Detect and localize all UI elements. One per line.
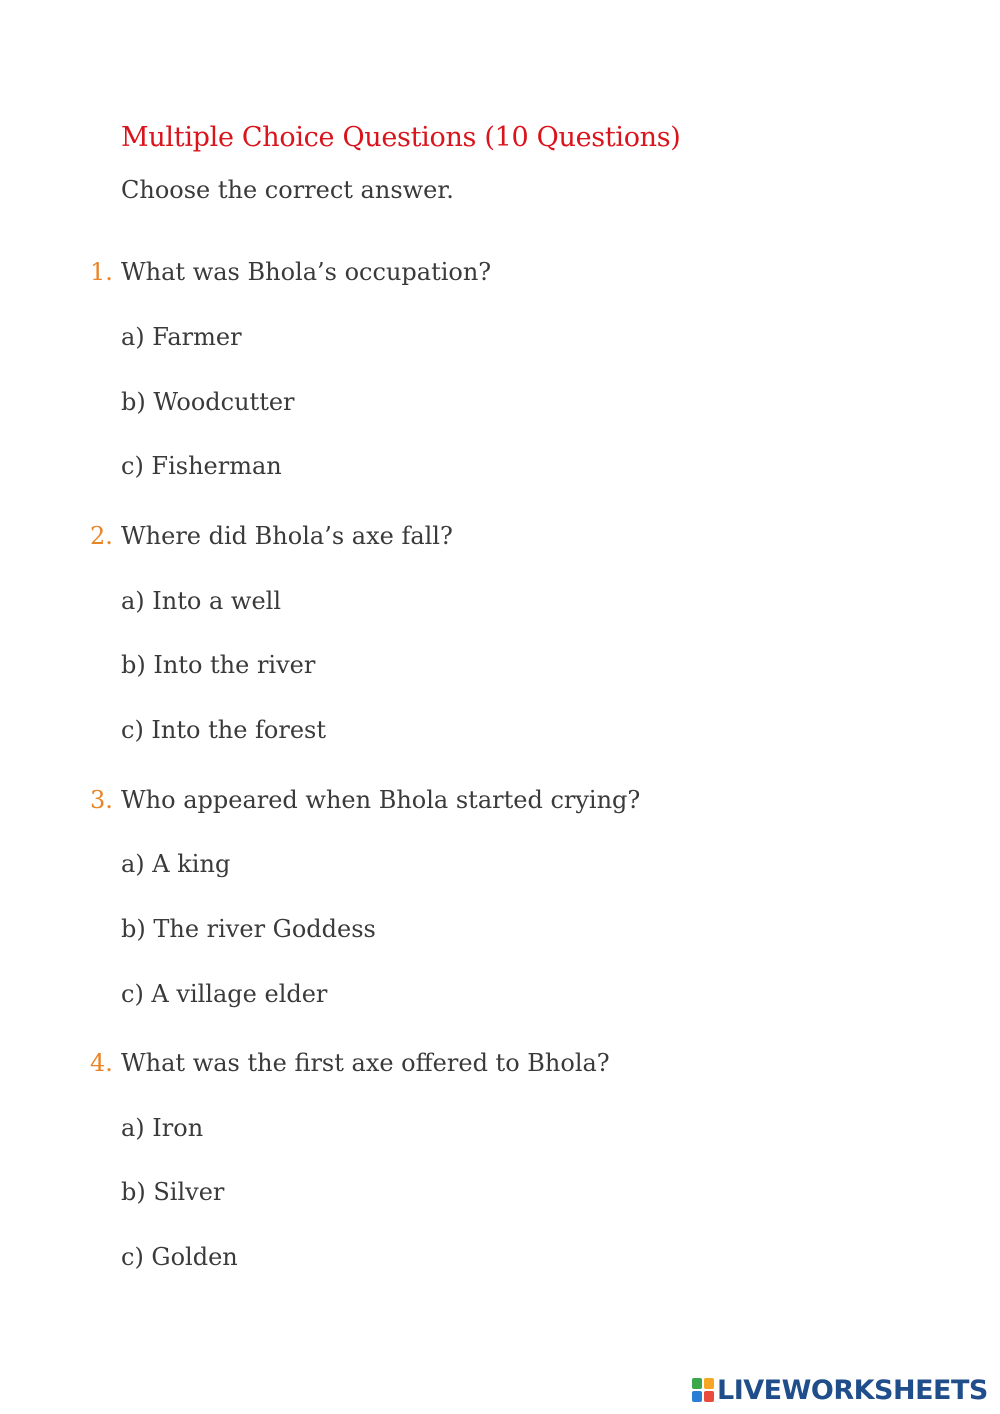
option-4c[interactable]: c) Golden [121,1243,238,1271]
question-3 [90,786,640,814]
question-4 [90,1049,610,1077]
option-2b[interactable]: b) Into the river [121,651,316,679]
option-2a[interactable]: a) Into a well [121,587,281,615]
question-text: Who appeared when Bhola started crying? [121,786,641,814]
question-2 [90,522,453,550]
question-text: Where did Bhola’s axe fall? [121,522,453,550]
option-1b[interactable]: b) Woodcutter [121,388,295,416]
option-1c[interactable]: c) Fisherman [121,452,282,480]
question-number: 3. [90,786,113,814]
option-3a[interactable]: a) A king [121,850,231,878]
option-1a[interactable]: a) Farmer [121,323,242,351]
question-text: What was Bhola’s occupation? [121,258,492,286]
liveworksheets-logo[interactable] [692,1373,988,1407]
liveworksheets-logo-icon [692,1378,714,1402]
option-2c[interactable]: c) Into the forest [121,716,326,744]
question-1 [90,258,491,286]
option-4b[interactable]: b) Silver [121,1178,225,1206]
worksheet-instruction: Choose the correct answer. [121,176,454,204]
question-text: What was the first axe offered to Bhola? [121,1049,610,1077]
worksheet-title: Multiple Choice Questions (10 Questions) [121,122,681,153]
option-3c[interactable]: c) A village elder [121,980,328,1008]
question-number: 1. [90,258,113,286]
question-number: 4. [90,1049,113,1077]
option-3b[interactable]: b) The river Goddess [121,915,376,943]
liveworksheets-logo-text: LIVEWORKSHEETS [717,1374,988,1406]
option-4a[interactable]: a) Iron [121,1114,204,1142]
question-number: 2. [90,522,113,550]
